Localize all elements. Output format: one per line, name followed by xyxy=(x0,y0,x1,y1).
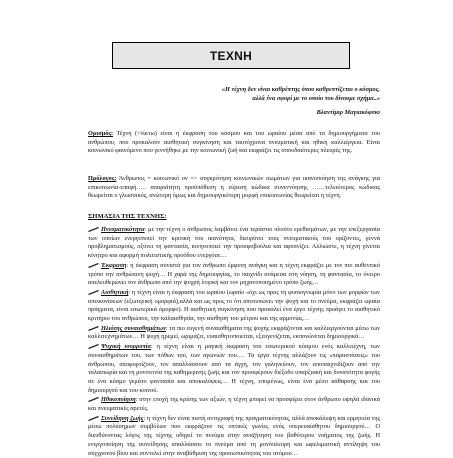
item-text: : η τέχνη είναι η έκφραση του ωραίου (ωραίο «όχι ως προς τη φυσιογνωμία μόνο των μορφών των απεικονίσεων (εξωτερική ομορφιά),αλλά και ως προς το ότι αποτυπώνει την ψυχή και το πνεύμα, εκφράζει ωραία πράγματα, είναι εσωτερικά όμορφο). Η αισθητική συγκίνηση που προκαλεί ένα έργο τέχνης προάγει το αισθητικό κριτήριο του ανθρώπου, την καλαισθησία, την αίσθηση του μέτρου και της αρμονίας… xyxy=(88,288,380,323)
epigraph-quote xyxy=(150,85,380,103)
list-item xyxy=(88,396,380,413)
pencil-bullet-icon xyxy=(88,396,100,402)
item-label: Ηθικοποίηση xyxy=(101,396,136,404)
item-label: Αισθητική xyxy=(101,288,129,296)
page-title: ΤΕΧΝΗ xyxy=(112,42,350,69)
pencil-bullet-icon xyxy=(88,415,100,421)
item-label: Έκφραση xyxy=(101,261,127,269)
prologue-label: Πρόλογος: xyxy=(88,175,117,182)
items-block xyxy=(88,226,380,458)
item-text: : η τέχνη είναι η μαγική έκφραση του εσωτερικού κόσμου ενός καλλιτέχνη, των συναισθημάτων του, των πόθων του, των αγωνιών του…. Τα έργα τέχνης αλλάζουν τις «παραστάσεις» του ανθρώπου, αποφορτίζουν, τον απαλλάσσουν από τα άγχη, τον γαληνεύουν, τον αποπαιχνιδίζουν από την ταλαιπωρία και τη μονοτονία της καθημερινής ζωής και τον προσφέρουν διέξοδο υπαρξιακή και δυνατότητα φυγής σε ένα κόσμο γεμάτο φαντασία και αποκαλύψεις… Η τέχνη, επομένως, είναι ένα μέσο κάθαρσης και του δημιουργού και του κοινού. xyxy=(88,343,380,394)
pencil-bullet-icon xyxy=(88,226,100,232)
item-label: Ψυχική ισορροπία xyxy=(101,343,151,351)
definition-label: Ορισμός: xyxy=(88,130,114,137)
quote-author: Βλαντίμιρ Μαγιακόφσκι xyxy=(316,109,380,116)
pencil-bullet-icon xyxy=(88,262,100,268)
item-text: : στην εποχή της κρίσης των αξιών, η τέχνη μπορεί να προσφέρει στον άνθρωπο υψηλά ιδανικά και πνευματικές αρετές. xyxy=(88,396,380,413)
list-item xyxy=(88,415,380,458)
section-heading: ΣΗΜΑΣΙΑ ΤΗΣ ΤΕΧΝΗΣ: xyxy=(88,213,167,220)
item-label: Συνείδηση ζωής xyxy=(101,414,144,422)
list-item xyxy=(88,325,380,342)
pencil-bullet-icon xyxy=(88,343,100,349)
pencil-bullet-icon xyxy=(88,325,100,331)
item-text: : τα πιο ευγενή συναισθήματα της ψυχής εκφράζονται και καλλιεργούνται μέσω των καλλιτεχνημάτων… Η ψυχή ηρεμεί, ωριμάζει, ευαισθητοποιείται, εξευγενίζεται, εκπονώνεται δημιουργικά… xyxy=(88,324,380,341)
list-item xyxy=(88,289,380,324)
pencil-bullet-icon xyxy=(88,289,100,295)
item-text: : η έκφραση συνιστά για τον άνθρωπο έμφυτη ανάγκη και η τέχνη εκφράζει με τον πιο αυθεντικό τρόπο την ανθρώπινη ψυχή… Η χαρά της δημιουργίας, το παιχνίδι ανάμεσα στη νόηση, τη φαντασία, το όνειρο απελευθερώνει τον άνθρωπο από την ψυχρή λογική και τον μηχανοποιημένο τρόπο ζωής… xyxy=(88,261,380,287)
definition-text: Τέχνη (<τίκτω) είναι η έκφραση του κόσμου και του ωραίου μέσα από τα δημιουργήματα του ανθρώπου, που προκαλούν αισθητική συγκίνηση και ταυτόχρονα πνευματική και ηθική καλλιέργεια. Είναι κοινωνικό φαινόμενο που γεννήθηκε με την κοινωνική ζωή και εκφράζει τις σπουδαιότερες πλευρές της. xyxy=(88,130,380,155)
prologue-paragraph xyxy=(88,175,380,201)
quote-line-1: «Η τέχνη δεν είναι καθρέπτης όπου καθρεπτίζεται ο κόσμος, xyxy=(221,86,380,93)
item-label: Ηλιότης συναισθημάτων xyxy=(101,324,166,332)
prologue-text: Άνθρωπος = κοινωνικό ον => συγκρότηση κοινωνικών σωμάτων για ικανοποίηση της ανάγκης για επικοινωνία-επαφή….. απαραίτητη προϋπόθεση η εύρεση κώδικα συνεννόησης ……τελειότερος κώδικας θεωρείται ο γλωσσικός, ανώτερη όμως και δημιουργικότερη μορφή επικοινωνίας θεωρείται η τέχνη. xyxy=(88,175,381,200)
item-text: : η τέχνη δεν είναι πιστή αντιγραφή της πραγματικότητας, αλλά αποκάλυψη και ερμηνεία της μέσω πολύσημων συμβόλων που εκφράζουν τις οπτικές γωνίες ενός υπερευαίσθητου δημιουργού… Ο διευθύνοντας λόγος της τέχνης οδηγεί το πνεύμα στην αναζήτηση του βαθύτερου νοήματος της ζωής. Η ενεργοποίηση της συνείδησης απαλλάσσει το πνεύμα από τη μονόπλευρη και ωφελιμιστική αντίληψη του σύγχρονου βίου και συντελεί στην αναβάθμιση της προσωπικότητας του ατόμου… xyxy=(88,414,380,457)
quote-line-2: αλλά ένα σφυρί με το οποίο του δίνουμε σχήμα..» xyxy=(252,95,380,102)
list-item xyxy=(88,343,380,395)
definition-paragraph xyxy=(88,130,380,156)
list-item xyxy=(88,262,380,288)
list-item xyxy=(88,226,380,261)
item-label: Πνευματικότητα xyxy=(101,226,145,233)
item-text: : με την τέχνη ο άνθρωπος λαμβάνει ένα τεράστιο πλούτο ερεθισμάτων, με την επεξεργασία των οποίων ενεργοποιεί την κριτική του ικανότητα, διευρύνει τους πνευματικούς του ορίζοντες, γεννά προβληματισμούς, οξύνει τη φαντασία, κινητοποιεί την προσφοβούλια και αφυπνίζει. Αλλιώστε, η τέχνη γίνεται κίνητρο και αφορμή πολιτιστικής προόδου ενεργόσε… xyxy=(88,226,380,260)
